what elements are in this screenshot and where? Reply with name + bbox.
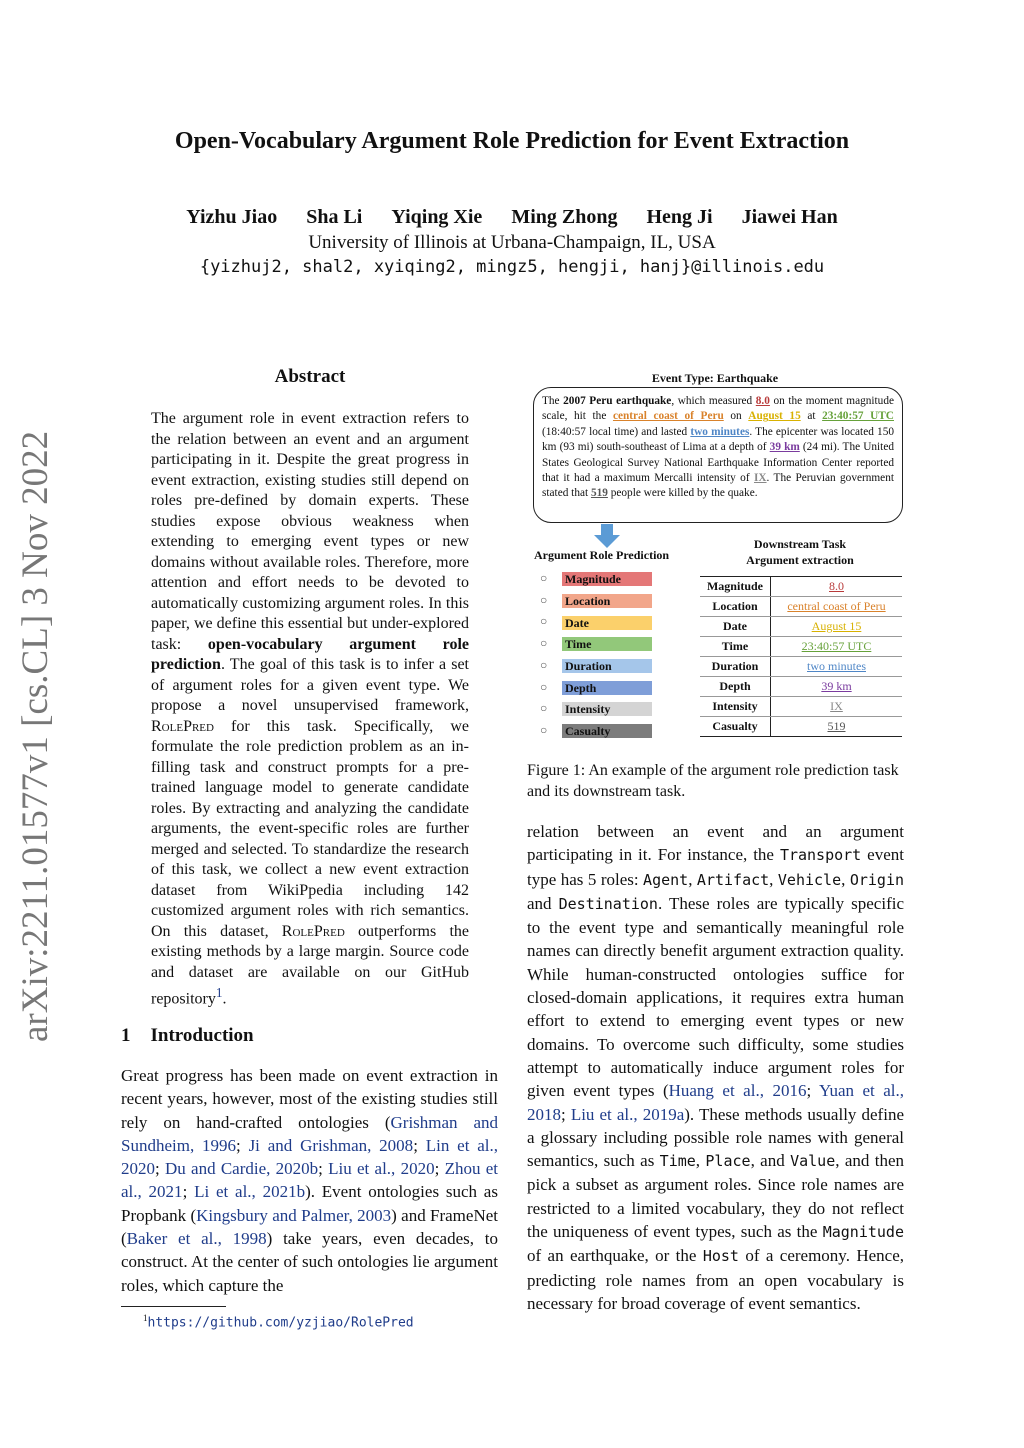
citation-link[interactable]: Zhou et al., 2021 <box>121 1159 498 1202</box>
author: Ming Zhong <box>511 206 618 228</box>
bullet-circle-icon: ○ <box>540 722 548 737</box>
citation-link[interactable]: Liu et al., 2020 <box>328 1159 435 1179</box>
table-row <box>700 717 902 737</box>
role-cell: Depth <box>700 677 771 697</box>
arp-title: Argument Role Prediction <box>534 548 670 562</box>
bullet-circle-icon: ○ <box>540 571 548 585</box>
role-cell: Time <box>700 637 771 657</box>
citation-link[interactable]: Grishman and Sundheim, 1996 <box>121 1112 499 1155</box>
table-row <box>700 657 902 677</box>
argument-value-cell: 23:40:57 UTC <box>771 637 903 657</box>
paper-title: Open-Vocabulary Argument Role Prediction for Event Extraction <box>174 128 850 154</box>
intro-paragraph: Great progress has been made on event extraction in recent years, however, most of the existing studies still rely on hand-crafted ontologies (Grishman and Sundheim, 1996; Ji and Grishman, 2008; Lin et al., 2020; Du and Cardie, 2020b; Liu et al., 2020; Zhou et al., 2021; Li et al., 2021b). Event ontologies such as Propbank (Kingsbury and Palmer, 2003) and FrameNet (Baker et al., 1998) take years, even decades, to construct. At the center of such ontologies lie argument roles, which capture the <box>121 1066 499 1295</box>
author: Yizhu Jiao <box>186 206 278 228</box>
figure-caption: Figure 1: An example of the argument role prediction task and its downstream task. <box>527 762 899 800</box>
predicted-role <box>540 614 652 629</box>
predicted-role <box>540 636 652 651</box>
role-label: Duration <box>562 659 652 673</box>
citation-link[interactable]: Li et al., 2021b <box>194 1182 306 1202</box>
table-row <box>700 637 902 657</box>
role-cell: Duration <box>700 657 771 677</box>
figure-event-type: Event Type: Earthquake <box>651 371 779 385</box>
footnote-link[interactable]: https://github.com/yzjiao/RolePred <box>147 1315 414 1331</box>
citation-link[interactable]: Yuan et al., 2018 <box>527 1081 905 1124</box>
role-label: Depth <box>562 681 652 695</box>
author: Heng Ji <box>646 206 713 228</box>
citation-link[interactable]: Kingsbury and Palmer, 2003 <box>196 1205 392 1225</box>
table-row <box>700 577 902 597</box>
arxiv-identifier: arXiv:2211.01577v1 [cs.CL] 3 Nov 2022 <box>15 430 56 1042</box>
role-cell: Casualty <box>700 717 771 737</box>
downstream-title: Downstream Task Argument extraction <box>746 537 854 567</box>
argument-value-cell: two minutes <box>771 657 903 677</box>
argument-value-cell: 8.0 <box>771 577 903 597</box>
author: Sha Li <box>306 206 363 228</box>
predicted-role <box>540 701 652 716</box>
affiliation: University of Illinois at Urbana-Champaign, IL, USA <box>308 232 716 253</box>
argument-value-cell: central coast of Peru <box>771 597 903 617</box>
argument-value-cell: August 15 <box>771 617 903 637</box>
bullet-circle-icon: ○ <box>540 614 548 629</box>
author-emails: {yizhuj2, shal2, xyiqing2, mingz5, hengji, hanj}@illinois.edu <box>199 257 825 277</box>
table-row <box>700 677 902 697</box>
table-row <box>700 697 902 717</box>
role-label: Location <box>562 594 652 608</box>
citation-link[interactable]: Lin et al., 2020 <box>121 1135 498 1179</box>
role-label: Magnitude <box>562 572 652 586</box>
role-cell: Intensity <box>700 697 771 717</box>
author: Jiawei Han <box>741 206 838 228</box>
citation-link[interactable]: Liu et al., 2019a <box>570 1104 685 1124</box>
intro-paragraph-continued: relation between an event and an argument participating in it. For instance, the Transport event type has 5 roles: Agent, Artifact, Vehicle, Origin and Destination. These roles are typically specific to the event type and semantically meaningful role names can directly benefit argument extraction quality. While human-constructed ontologies suffice for closed-domain applications, it requires extra human effort to extend to emerging event types or new domains. To overcome such difficulty, some studies attempt to automatically induce argument roles for given event types (Huang et al., 2016; Yuan et al., 2018; Liu et al., 2019a). These methods usually define a glossary including possible role names with general semantics, such as Time, Place, and Value, and then pick a subset as argument roles. Since role names are restricted to a limited vocabulary, they do not reflect the uniqueness of event types, such as the Magnitude of an earthquake, or the Host of a ceremony. Hence, predicting role names from an open vocabulary is necessary for broad coverage of event semantics. <box>527 822 905 1313</box>
predicted-role <box>540 680 652 695</box>
role-label: Date <box>562 616 652 630</box>
down-arrow-icon <box>594 524 620 548</box>
section-heading: 1 Introduction <box>121 1025 254 1046</box>
argument-value-cell: IX <box>771 697 903 717</box>
table-row <box>700 597 902 617</box>
citation-link[interactable]: Du and Cardie, 2020b <box>164 1159 319 1179</box>
bullet-circle-icon: ○ <box>540 636 548 651</box>
role-label: Time <box>562 637 652 651</box>
footnote: $^1$https://github.com/yzjiao/RolePred <box>143 1313 414 1331</box>
bullet-circle-icon: ○ <box>540 701 548 716</box>
author: Yiqing Xie <box>391 206 483 228</box>
figure-example-text: The 2007 Peru earthquake, which measured 8.0 on the moment magnitude scale, hit the central coast of Peru on August 15 at 23:40:57 UTC (18:40:57 local time) and lasted two minutes. The epicenter was located 150 km (93 mi) south-southeast of Lima at a depth of 39 km (24 mi). The United States Geological Survey National Earthquake Information Center reported that it had a maximum Mercalli intensity of IX. The Peruvian government stated that 519 people were killed by the quake. <box>533 387 903 523</box>
citation-link[interactable]: Ji and Grishman, 2008 <box>248 1135 414 1155</box>
role-cell: Date <box>700 617 771 637</box>
predicted-role <box>540 593 652 608</box>
predicted-role <box>540 571 652 586</box>
bullet-circle-icon: ○ <box>540 592 548 607</box>
footnote-rule <box>121 1306 226 1307</box>
bullet-circle-icon: ○ <box>540 679 548 694</box>
role-label: Intensity <box>562 702 652 716</box>
role-label: Casualty <box>562 724 652 738</box>
citation-link[interactable]: Baker et al., 1998 <box>126 1229 267 1249</box>
role-cell: Location <box>700 597 771 617</box>
citation-link[interactable]: Huang et al., 2016 <box>668 1081 807 1101</box>
bullet-circle-icon: ○ <box>540 657 548 672</box>
argument-value-cell: 519 <box>771 717 903 737</box>
author-list <box>0 206 1024 229</box>
abstract-body: The argument role in event extraction refers to the relation between an event and an argument participating in it. Despite the great progress in event extraction, existing studies still depend on roles pre-defined by domain experts. These studies expose obvious weakness when extending to emerging event types or new domains without available roles. Therefore, more attention and effort needs to be devoted to automatically customizing argument roles. In this paper, we define this essential but under-explored task: open-vocabulary argument role prediction. The goal of this task is to infer a set of argument roles for a given event type. We propose a novel unsupervised framework, RolePred for this task. Specifically, we formulate the role prediction problem as an in-filling task and construct prompts for a pre-trained language model to generate candidate roles. By extracting and analyzing the candidate arguments, the event-specific roles are further merged and selected. To standardize the research of this task, we collect a new event extraction dataset from WikiPpedia including 142 customized argument roles with rich semantics. On this dataset, RolePred outperforms the existing methods by a large margin. Source code and dataset are available on our GitHub repository$^1$. <box>151 410 470 1008</box>
predicted-role <box>540 723 652 738</box>
predicted-role <box>540 658 652 673</box>
abstract-heading: Abstract <box>274 366 346 387</box>
table-row <box>700 617 902 637</box>
role-cell: Magnitude <box>700 577 771 597</box>
argument-extraction-table <box>700 576 902 737</box>
argument-value-cell: 39 km <box>771 677 903 697</box>
